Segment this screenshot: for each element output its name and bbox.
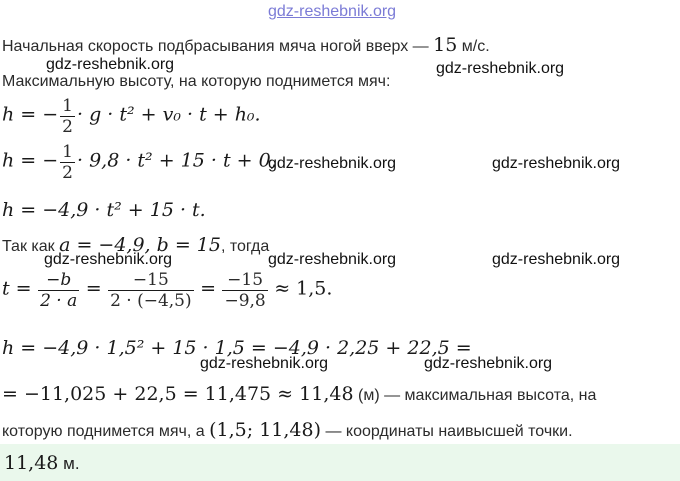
fraction-numerator: −b xyxy=(38,270,79,291)
line-text: которую поднимется мяч, а xyxy=(2,423,210,440)
fraction-denominator: 2 xyxy=(62,163,73,183)
watermark: gdz-reshebnik.org xyxy=(268,155,397,172)
eq-max-height: = −11,025 + 22,5 = 11,475 ≈ 11,48 xyxy=(2,383,354,405)
equals-sign: = xyxy=(85,277,102,300)
speed-unit: м/с. xyxy=(457,38,490,55)
eq-rhs: · g · t² + v₀ · t + h₀. xyxy=(76,103,261,126)
fraction-denominator: 2 · (−4,5) xyxy=(110,291,192,311)
watermark: gdz-reshebnik.org xyxy=(492,155,621,172)
fraction-substituted xyxy=(108,270,194,311)
watermark: gdz-reshebnik.org xyxy=(268,251,397,268)
line-max-height xyxy=(2,73,390,91)
fraction-numerator: 1 xyxy=(62,142,73,162)
equation-simplified xyxy=(2,199,206,221)
equation-vertex-t xyxy=(2,270,332,311)
fraction-half xyxy=(60,96,75,137)
watermark: gdz-reshebnik.org xyxy=(492,251,621,268)
equation-max-height xyxy=(2,383,596,405)
fraction-numerator: −15 xyxy=(108,270,194,291)
watermark: gdz-reshebnik.org xyxy=(46,56,175,73)
eq-simplified: h = −4,9 · t² + 15 · t. xyxy=(2,199,206,221)
eq-rhs: · 9,8 · t² + 15 · t + 0, xyxy=(76,149,277,172)
fraction-denominator: 2 xyxy=(62,117,73,137)
equation-substituted xyxy=(2,142,277,183)
t-result: ≈ 1,5. xyxy=(274,277,333,300)
answer-box xyxy=(0,444,680,481)
coefficients: a = −4,9, b = 15 xyxy=(59,234,221,256)
answer-text xyxy=(4,452,80,474)
watermark: gdz-reshebnik.org xyxy=(436,60,565,77)
fraction-numerator: 1 xyxy=(62,96,73,116)
speed-value: 15 xyxy=(433,34,458,56)
equals-sign: = xyxy=(200,277,217,300)
watermark: gdz-reshebnik.org xyxy=(200,355,329,372)
line-text-end: — координаты наивысшей точки. xyxy=(321,423,573,440)
vertex-coordinates: (1,5; 11,48) xyxy=(209,419,322,441)
equation-general xyxy=(2,96,261,137)
eq-lhs: h = − xyxy=(2,149,59,172)
answer-value: 11,48 xyxy=(4,452,59,474)
eq-h-value: h = −4,9 · 1,5² + 15 · 1,5 = −4,9 · 2,25 + 22,5 = xyxy=(2,337,472,359)
watermark: gdz-reshebnik.org xyxy=(424,355,553,372)
line-text: Так как xyxy=(2,238,60,255)
watermark: gdz-reshebnik.org xyxy=(44,251,173,268)
fraction-denominator: −9,8 xyxy=(224,291,266,311)
eq-lhs: h = − xyxy=(2,103,59,126)
line-initial-speed xyxy=(2,34,490,56)
line-coordinates xyxy=(2,419,573,441)
line-text-end: , тогда xyxy=(220,238,270,255)
line-text: (м) — максимальная высота, на xyxy=(353,387,597,404)
fraction-denominator: 2 · a xyxy=(40,291,78,311)
t-lhs: t = xyxy=(2,277,32,300)
line-text: Максимальную высоту, на которую поднимется мяч: xyxy=(2,73,391,90)
line-text: Начальная скорость подбрасывания мяча ногой вверх — xyxy=(2,38,434,55)
fraction-numerator: −15 xyxy=(222,270,267,291)
fraction-minus-b xyxy=(38,270,79,311)
watermark-top: gdz-reshebnik.org xyxy=(268,3,397,20)
answer-unit: м. xyxy=(58,454,80,473)
fraction-computed xyxy=(222,270,267,311)
fraction-half xyxy=(60,142,75,183)
